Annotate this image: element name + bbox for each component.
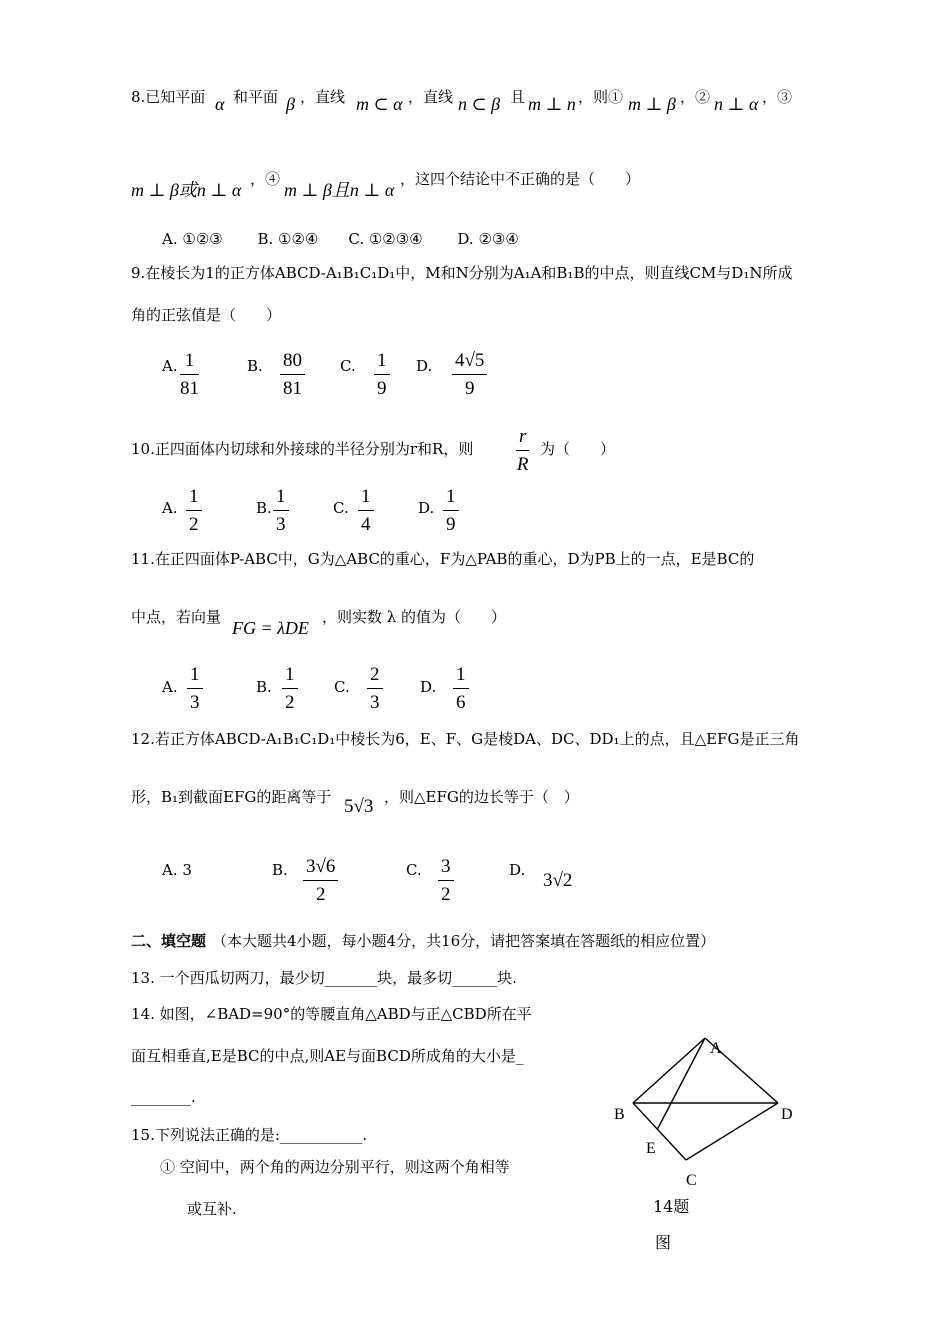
denominator: 9 bbox=[464, 378, 475, 399]
q12-text: ，则△EFG的边长等于（ ） bbox=[384, 788, 579, 806]
q12-distance: 5√3 bbox=[344, 796, 374, 817]
q11-option-d-label: D. bbox=[420, 678, 437, 696]
q15-item-1-continued: 或互补. bbox=[187, 1200, 237, 1218]
q8-text: 且 bbox=[510, 88, 526, 106]
q8-n-sub: n ⊂ β bbox=[458, 94, 501, 114]
numerator: 1 bbox=[443, 486, 459, 511]
q10-option-a-fraction bbox=[186, 486, 202, 536]
denominator: 2 bbox=[441, 884, 451, 905]
q8-options: A. ①②③ B. ①②④ C. ①②③④ D. ②③④ bbox=[162, 230, 519, 248]
question-13: 13. 一个西瓜切两刀，最少切_______块，最多切______块. bbox=[131, 969, 517, 987]
q8-beta: β bbox=[286, 94, 295, 114]
q8-conclusion-1: m ⊥ β bbox=[628, 94, 676, 114]
q14-text: 14. 如图，∠BAD=90°的等腰直角△ABD与正△CBD所在平 bbox=[131, 1005, 532, 1023]
q8-text: ，这四个结论中不正确的是（ ） bbox=[400, 170, 641, 188]
q11-text: ，则实数 λ 的值为（ ） bbox=[322, 608, 507, 626]
numerator: 1 bbox=[186, 486, 202, 511]
denominator: 81 bbox=[180, 378, 199, 399]
q8-conclusion-3: m ⊥ β或n ⊥ α bbox=[131, 180, 242, 200]
q8-text: ，④ bbox=[250, 170, 281, 188]
numerator: 1 bbox=[358, 486, 374, 511]
q10-option-c-fraction bbox=[358, 486, 374, 536]
numerator: 3√6 bbox=[303, 856, 338, 881]
edge-cd bbox=[686, 1103, 778, 1160]
denominator: 3 bbox=[370, 692, 380, 713]
q10-option-d-label: D. bbox=[418, 499, 435, 517]
q9-option-d-label: D. bbox=[416, 357, 433, 375]
denominator: R bbox=[516, 454, 529, 475]
q12-option-c-fraction bbox=[438, 856, 454, 906]
numerator: 1 bbox=[187, 664, 203, 689]
q8-conclusion-2: n ⊥ α bbox=[714, 94, 759, 114]
q11-option-a-fraction bbox=[187, 664, 203, 714]
q10-ratio-fraction bbox=[516, 426, 529, 476]
q11-option-b-label: B. bbox=[256, 678, 272, 696]
numerator: 1 bbox=[453, 664, 469, 689]
q10-option-b-fraction bbox=[273, 486, 289, 536]
figure-caption: 14题 bbox=[653, 1197, 690, 1216]
denominator: 9 bbox=[377, 378, 387, 399]
denominator: 3 bbox=[190, 692, 200, 713]
q12-option-d-label: D. bbox=[509, 861, 526, 879]
q9-text: 9.在棱长为1的正方体ABCD-A₁B₁C₁D₁中，M和N分别为A₁A和B₁B的中点，则直线CM与D₁N所成 bbox=[131, 264, 793, 282]
q14-text: 面互相垂直,E是BC的中点,则AE与面BCD所成角的大小是_ bbox=[131, 1047, 524, 1065]
q12-option-c-label: C. bbox=[406, 861, 422, 879]
denominator: 2 bbox=[285, 692, 295, 713]
numerator: r bbox=[516, 426, 529, 451]
q10-text: 10.正四面体内切球和外接球的半径分别为r和R，则 bbox=[131, 440, 474, 458]
q11-text: 11.在正四面体P-ABC中，G为△ABC的重心，F为△PAB的重心，D为PB上的一点，E是BC的 bbox=[131, 550, 755, 568]
denominator: 4 bbox=[361, 514, 371, 535]
numerator: 1 bbox=[180, 350, 199, 375]
q12-text: 形，B₁到截面EFG的距离等于 bbox=[131, 788, 332, 806]
q11-option-a-label: A. bbox=[162, 678, 178, 696]
q12-text: 12.若正方体ABCD-A₁B₁C₁D₁中棱长为6，E、F、G是棱DA、DC、DD₁上的点，且△EFG是正三角 bbox=[131, 730, 800, 748]
q8-alpha: α bbox=[215, 94, 225, 114]
q12-option-a: A. 3 bbox=[162, 861, 192, 879]
section-title: 二、填空题 bbox=[131, 932, 207, 950]
edge-ab bbox=[633, 1038, 705, 1103]
q8-m-perp-n: m ⊥ n bbox=[528, 94, 576, 114]
section-description: （本大题共4小题，每小题4分，共16分，请把答案填在答题纸的相应位置） bbox=[212, 932, 716, 950]
numerator: 2 bbox=[367, 664, 383, 689]
q9-option-d-fraction bbox=[452, 350, 487, 400]
vertex-label-c: C bbox=[686, 1172, 697, 1189]
q15-item-1: ① 空间中，两个角的两边分别平行，则这两个角相等 bbox=[160, 1158, 510, 1176]
q8-text: ，直线 bbox=[300, 88, 346, 106]
numerator: 1 bbox=[282, 664, 298, 689]
q8-m-sub: m ⊂ α bbox=[356, 94, 403, 114]
q11-option-c-label: C. bbox=[334, 678, 350, 696]
numerator: 1 bbox=[374, 350, 390, 375]
denominator: 6 bbox=[456, 692, 466, 713]
vertex-label-d: D bbox=[781, 1106, 793, 1123]
vertex-label-e: E bbox=[646, 1140, 656, 1157]
q11-vector-equation: FG = λDE bbox=[232, 618, 309, 638]
q8-text: ，② bbox=[680, 88, 711, 106]
denominator: 9 bbox=[446, 514, 456, 535]
q8-text: ，③ bbox=[762, 88, 793, 106]
q11-option-d-fraction bbox=[453, 664, 469, 714]
q8-text: 和平面 bbox=[233, 88, 279, 106]
edge-bc bbox=[633, 1103, 686, 1160]
q9-option-c-label: C. bbox=[340, 357, 356, 375]
q8-text: ，直线 bbox=[408, 88, 454, 106]
numerator: 1 bbox=[273, 486, 289, 511]
q12-option-b-label: B. bbox=[272, 861, 288, 879]
figure-caption: 图 bbox=[655, 1233, 672, 1252]
q8-conclusion-4: m ⊥ β且n ⊥ α bbox=[284, 180, 395, 200]
q9-option-b-fraction bbox=[280, 350, 305, 400]
q9-option-a-label: A. bbox=[162, 357, 178, 375]
q9-text: 角的正弦值是（ ） bbox=[131, 306, 282, 324]
q11-text: 中点，若向量 bbox=[131, 608, 222, 626]
q9-option-a-fraction bbox=[180, 350, 199, 400]
q10-option-a-label: A. bbox=[162, 499, 178, 517]
q10-text: 为（ ） bbox=[540, 440, 616, 458]
q11-option-c-fraction bbox=[367, 664, 383, 714]
numerator: 4√5 bbox=[452, 350, 487, 375]
numerator: 3 bbox=[438, 856, 454, 881]
q9-option-c-fraction bbox=[374, 350, 390, 400]
denominator: 2 bbox=[189, 514, 199, 535]
vertex-label-b: B bbox=[614, 1106, 625, 1123]
q10-option-d-fraction bbox=[443, 486, 459, 536]
q10-option-b-label: B. bbox=[256, 499, 272, 517]
q9-option-b-label: B. bbox=[247, 357, 263, 375]
q12-option-b-fraction bbox=[303, 856, 338, 906]
q14-text: ________. bbox=[131, 1088, 196, 1106]
q15-text: 15.下列说法正确的是:___________. bbox=[131, 1126, 368, 1144]
denominator: 2 bbox=[315, 884, 326, 905]
denominator: 3 bbox=[276, 514, 286, 535]
q12-option-d-value: 3√2 bbox=[543, 870, 573, 891]
q8-text: ，则① bbox=[578, 88, 624, 106]
q10-option-c-label: C. bbox=[333, 499, 349, 517]
q11-option-b-fraction bbox=[282, 664, 298, 714]
q8-text: 8.已知平面 bbox=[131, 88, 206, 106]
vertex-label-a: A bbox=[710, 1040, 722, 1057]
denominator: 81 bbox=[283, 378, 302, 399]
segment-ae bbox=[657, 1038, 705, 1130]
numerator: 80 bbox=[280, 350, 305, 375]
